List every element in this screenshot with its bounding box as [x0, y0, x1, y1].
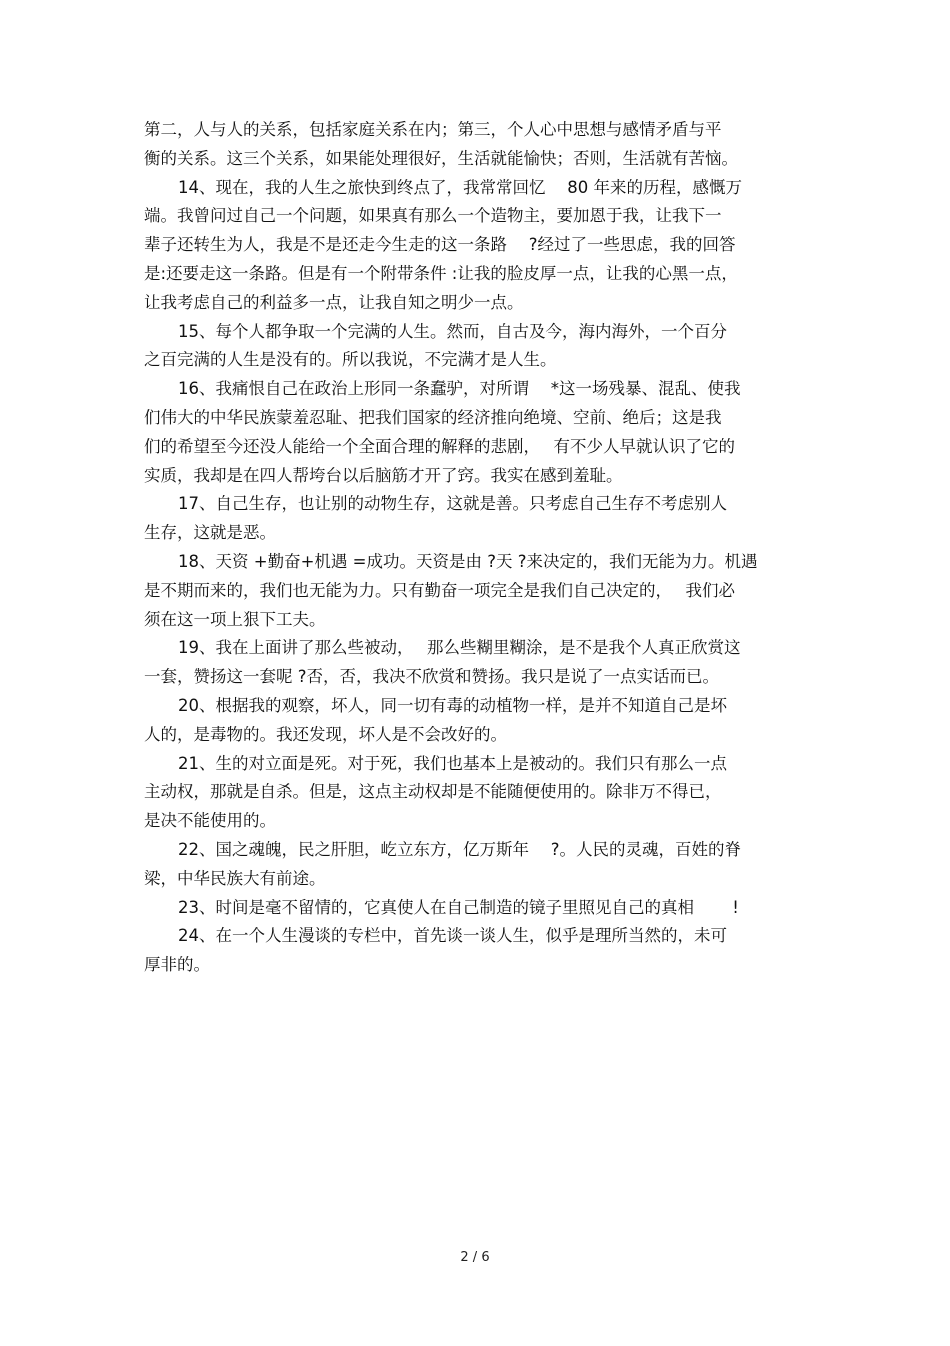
text-line: 之百完满的人生是没有的。所以我说，不完满才是人生。 — [144, 350, 557, 370]
paragraph — [144, 894, 814, 923]
paragraph — [144, 116, 814, 174]
text-line: 14、现在，我的人生之旅快到终点了，我常常回忆 80 年来的历程，感慨万 — [178, 177, 742, 197]
page-number: 2 / 6 — [460, 1250, 490, 1265]
paragraph — [144, 174, 814, 318]
text-line: 辈子还转生为人，我是不是还走今生走的这一条路 ?经过了一些思虑，我的回答 — [144, 235, 736, 255]
text-line: 生存，这就是恶。 — [144, 523, 276, 543]
text-line: 梁，中华民族大有前途。 — [144, 868, 326, 888]
text-line: 16、我痛恨自己在政治上形同一条蠢驴，对所谓 *这一场残暴、混乱、使我 — [178, 379, 741, 399]
paragraph — [144, 922, 814, 980]
text-line: 们伟大的中华民族蒙羞忍耻、把我们国家的经济推向绝境、空前、绝后；这是我 — [144, 407, 722, 427]
text-line: 们的希望至今还没人能给一个全面合理的解释的悲剧， 有不少人早就认识了它的 — [144, 436, 735, 456]
text-line: 19、我在上面讲了那么些被动， 那么些糊里糊涂，是不是我个人真正欣赏这 — [178, 638, 741, 658]
text-line: 17、自己生存，也让别的动物生存，这就是善。只考虑自己生存不考虑别人 — [178, 494, 727, 514]
text-line: 让我考虑自己的利益多一点，让我自知之明少一点。 — [144, 292, 524, 312]
text-line: 是不期而来的，我们也无能为力。只有勤奋一项完全是我们自己决定的， 我们必 — [144, 580, 735, 600]
paragraph — [144, 836, 814, 894]
text-line: 20、根据我的观察，坏人，同一切有毒的动植物一样，是并不知道自己是坏 — [178, 695, 727, 715]
text-line: 是:还要走这一条路。但是有一个附带条件 :让我的脸皮厚一点，让我的心黑一点， — [144, 263, 738, 283]
text-line: 厚非的。 — [144, 955, 210, 975]
paragraph — [144, 318, 814, 376]
text-line: 24、在一个人生漫谈的专栏中，首先谈一谈人生，似乎是理所当然的，未可 — [178, 926, 727, 946]
text-line: 是决不能使用的。 — [144, 811, 276, 831]
text-line: 须在这一项上狠下工夫。 — [144, 609, 326, 629]
text-line: 15、每个人都争取一个完满的人生。然而，自古及今，海内海外，一个百分 — [178, 321, 727, 341]
paragraph — [144, 750, 814, 836]
text-line: 端。我曾问过自己一个问题，如果真有那么一个造物主，要加恩于我，让我下一 — [144, 206, 722, 226]
text-line: 实质，我却是在四人帮垮台以后脑筋才开了窍。我实在感到羞耻。 — [144, 465, 623, 485]
text-line: 22、国之魂魄，民之肝胆，屹立东方，亿万斯年 ?。人民的灵魂，百姓的脊 — [178, 839, 741, 859]
document-body — [144, 116, 814, 980]
text-line: 人的，是毒物的。我还发现，坏人是不会改好的。 — [144, 724, 507, 744]
paragraph — [144, 490, 814, 548]
paragraph — [144, 634, 814, 692]
paragraph — [144, 375, 814, 490]
paragraph — [144, 692, 814, 750]
text-line: 21、生的对立面是死。对于死，我们也基本上是被动的。我们只有那么一点 — [178, 753, 727, 773]
text-line: 23、时间是毫不留情的，它真使人在自己制造的镜子里照见自己的真相 ! — [178, 897, 739, 917]
paragraph — [144, 548, 814, 634]
text-line: 18、天资 +勤奋+机遇 =成功。天资是由 ?天 ?来决定的，我们无能为力。机遇 — [178, 551, 758, 571]
text-line: 一套，赞扬这一套呢 ?否，否，我决不欣赏和赞扬。我只是说了一点实话而已。 — [144, 667, 720, 687]
text-line: 衡的关系。这三个关系，如果能处理很好，生活就能愉快；否则，生活就有苦恼。 — [144, 148, 738, 168]
text-line: 第二，人与人的关系，包括家庭关系在内；第三，个人心中思想与感情矛盾与平 — [144, 120, 722, 139]
text-line: 主动权，那就是自杀。但是，这点主动权却是不能随便使用的。除非万不得已， — [144, 782, 722, 802]
